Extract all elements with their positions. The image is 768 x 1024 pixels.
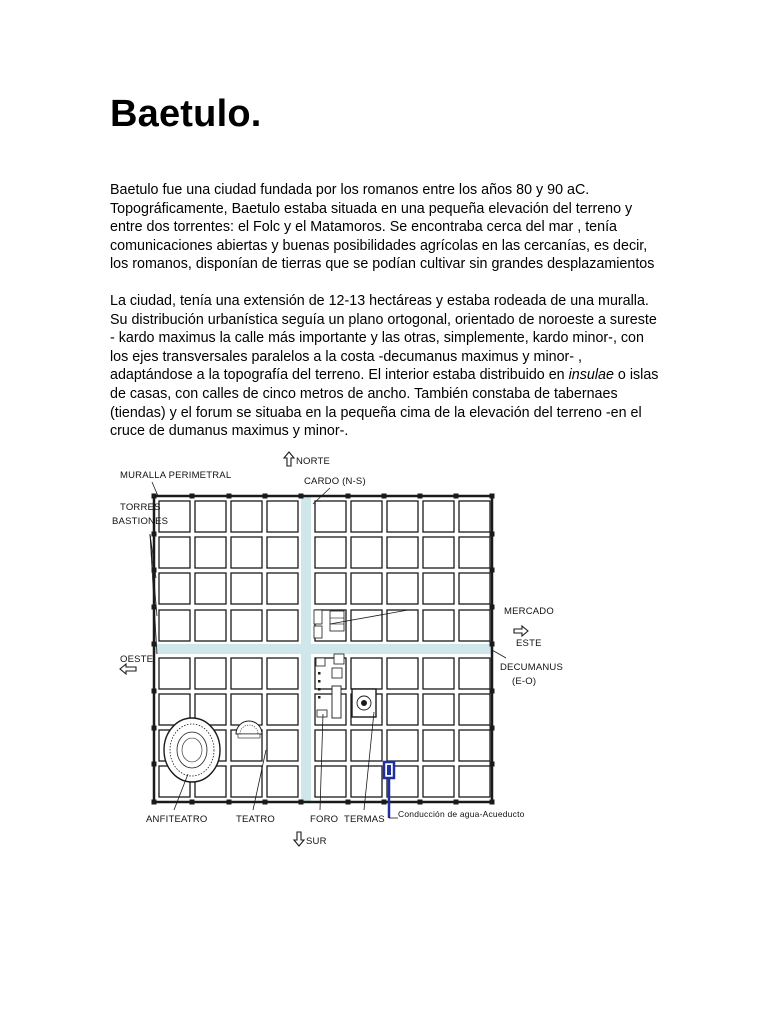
bastion-tower	[227, 800, 232, 805]
bastion-tower	[490, 642, 495, 647]
bastion-tower	[263, 800, 268, 805]
north-arrow-icon	[284, 452, 294, 466]
bastion-tower	[490, 568, 495, 573]
bastion-tower	[490, 762, 495, 767]
insula-block	[159, 573, 190, 604]
paragraph-intro	[110, 181, 670, 274]
text-line: (tiendas) y el forum se situaba en la pequeña cima de la elevación del terreno -en el	[110, 404, 642, 421]
bastion-tower	[454, 800, 459, 805]
label-termas: TERMAS	[344, 814, 385, 825]
insula-block	[195, 537, 226, 568]
insula-block	[423, 610, 454, 641]
paragraph-urbanism	[110, 292, 670, 441]
insula-block	[267, 766, 298, 797]
bastion-tower	[490, 800, 495, 805]
insula-block	[267, 501, 298, 532]
insula-block	[459, 501, 490, 532]
label-torres: TORRES	[120, 502, 161, 513]
text-line: entre dos torrentes: el Folc y el Matamoros. Se encontraba cerca del mar , tenía	[110, 219, 617, 236]
insula-block	[423, 766, 454, 797]
bastion-tower	[490, 689, 495, 694]
bastion-tower	[152, 494, 157, 499]
insula-block	[315, 501, 346, 532]
insula-block	[315, 730, 346, 761]
text-line: cruce de dumanus maximus y minor-.	[110, 423, 349, 440]
insula-block	[159, 537, 190, 568]
label-foro: FORO	[310, 814, 339, 825]
text-line: - kardo maximus la calle más importante y las otras, simplemente, kardo minor-, con	[110, 330, 644, 347]
insula-block	[351, 610, 382, 641]
insula-block	[423, 573, 454, 604]
bastion-tower	[490, 532, 495, 537]
insula-block	[387, 537, 418, 568]
insula-block	[459, 730, 490, 761]
east-arrow-icon	[514, 626, 528, 636]
label-cardo: CARDO (N-S)	[304, 476, 366, 487]
insula-block	[231, 694, 262, 725]
insula-block	[315, 766, 346, 797]
insula-block	[195, 573, 226, 604]
bastion-tower	[490, 726, 495, 731]
insula-block	[423, 694, 454, 725]
amphitheatre-building	[164, 718, 220, 782]
insula-block	[267, 730, 298, 761]
bastion-tower	[152, 532, 157, 537]
insula-block	[231, 573, 262, 604]
insula-block	[423, 658, 454, 689]
label-oeste: OESTE	[120, 654, 154, 665]
label-norte: NORTE	[296, 456, 331, 467]
label-anfiteatro: ANFITEATRO	[146, 814, 208, 825]
insula-block	[387, 573, 418, 604]
insula-block	[387, 694, 418, 725]
term-insulae: insulae	[568, 367, 614, 384]
insula-block	[351, 501, 382, 532]
insula-block	[195, 658, 226, 689]
bastion-tower	[190, 494, 195, 499]
south-arrow-icon	[294, 832, 304, 846]
decumanus-street	[154, 644, 492, 654]
insula-block	[231, 537, 262, 568]
text-line: los ejes transversales paralelos a la costa -decumanus maximus y minor- ,	[110, 348, 582, 365]
bastion-tower	[263, 494, 268, 499]
text-segment: o islas	[613, 367, 659, 384]
text-line: comunicaciones abiertas y buenas posibilidades agrícolas en las cercanías, es decir,	[110, 237, 648, 254]
insula-block	[267, 537, 298, 568]
baths-building	[352, 689, 376, 717]
insula-block	[459, 658, 490, 689]
insula-block	[387, 610, 418, 641]
insula-block	[351, 537, 382, 568]
insula-block	[267, 658, 298, 689]
label-sur: SUR	[306, 836, 327, 847]
bastion-tower	[418, 494, 423, 499]
label-muralla: MURALLA PERIMETRAL	[120, 470, 232, 481]
insula-block	[423, 730, 454, 761]
bastion-tower	[299, 800, 304, 805]
bastion-tower	[152, 726, 157, 731]
page-title: Baetulo.	[110, 93, 262, 135]
text-line: La ciudad, tenía una extensión de 12-13 hectáreas y estaba rodeada de una muralla.	[110, 293, 649, 309]
label-conduccion: Conducción de agua-Acueducto	[398, 809, 525, 819]
text-line: Su distribución urbanística seguía un plano ortogonal, orientado de noroeste a sureste	[110, 311, 657, 328]
insula-block	[459, 694, 490, 725]
insula-block	[267, 610, 298, 641]
text-line: Baetulo fue una ciudad fundada por los romanos entre los años 80 y 90 aC.	[110, 182, 590, 198]
label-mercado: MERCADO	[504, 606, 554, 617]
city-plan-figure	[108, 448, 564, 860]
bastion-tower	[152, 762, 157, 767]
insula-block	[231, 658, 262, 689]
bastion-tower	[382, 494, 387, 499]
bastion-tower	[152, 642, 157, 647]
label-bastiones: BASTIONES	[112, 516, 169, 527]
insula-block	[315, 573, 346, 604]
insula-block	[231, 501, 262, 532]
insula-block	[231, 610, 262, 641]
insula-block	[351, 573, 382, 604]
insula-block	[195, 610, 226, 641]
insula-block	[159, 658, 190, 689]
insula-block	[459, 573, 490, 604]
bastion-tower	[346, 800, 351, 805]
bastion-tower	[418, 800, 423, 805]
bastion-tower	[382, 800, 387, 805]
bastion-tower	[299, 494, 304, 499]
insula-block	[159, 610, 190, 641]
insula-block	[423, 537, 454, 568]
city-plan-map	[108, 448, 564, 860]
bastion-tower	[490, 494, 495, 499]
bastion-tower	[346, 494, 351, 499]
insula-block	[267, 573, 298, 604]
text-line: los romanos, disponían de tierras que se podían cultivar sin grandes desplazamientos	[110, 256, 655, 273]
insula-block	[315, 537, 346, 568]
text-line: Topográficamente, Baetulo estaba situada en una pequeña elevación del terreno y	[110, 200, 633, 217]
bastion-tower	[227, 494, 232, 499]
insula-block	[387, 501, 418, 532]
label-decumanus-eo: (E-O)	[512, 676, 537, 687]
insula-block	[351, 730, 382, 761]
insula-block	[387, 658, 418, 689]
text-segment: adaptándose a la topografía del terreno. El interior estaba distribuido en	[110, 367, 569, 384]
insula-block	[231, 766, 262, 797]
insula-block	[459, 766, 490, 797]
insula-block	[195, 501, 226, 532]
insula-block	[387, 730, 418, 761]
insula-block	[267, 694, 298, 725]
bastion-tower	[454, 494, 459, 499]
insula-block	[351, 658, 382, 689]
bastion-tower	[152, 689, 157, 694]
label-teatro: TEATRO	[236, 814, 276, 825]
west-arrow-icon	[120, 664, 136, 674]
text-line: de casas, con calles de cinco metros de ancho. También constaba de tabernaes	[110, 385, 618, 402]
insula-block	[351, 766, 382, 797]
insula-block	[459, 610, 490, 641]
label-este: ESTE	[516, 638, 542, 649]
insula-block	[459, 537, 490, 568]
label-decumanus: DECUMANUS	[500, 662, 564, 673]
text-line	[110, 366, 670, 385]
bastion-tower	[190, 800, 195, 805]
bastion-tower	[490, 605, 495, 610]
insula-block	[423, 501, 454, 532]
bastion-tower	[152, 800, 157, 805]
